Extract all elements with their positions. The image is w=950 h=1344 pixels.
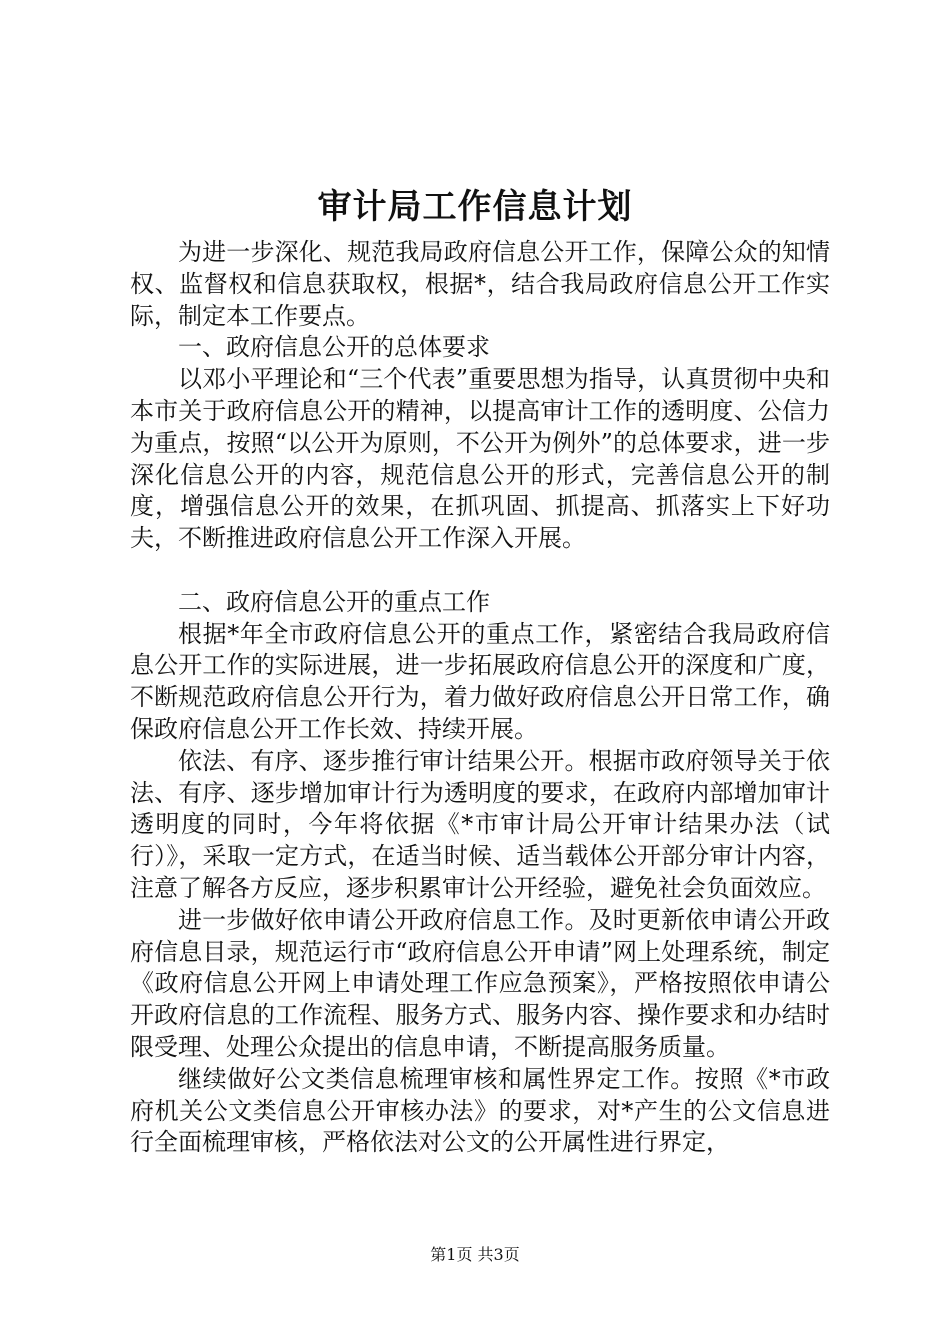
document-review-paragraph: 继续做好公文类信息梳理审核和属性界定工作。按照《*市政府机关公文类信息公开审核办法》的要求，对*产生的公文信息进行全面梳理审核，严格依法对公文的公开属性进行界定， bbox=[130, 1064, 830, 1157]
audit-results-paragraph: 依法、有序、逐步推行审计结果公开。根据市政府领导关于依法、有序、逐步增加审计行为透明度的要求，在政府内部增加审计透明度的同时，今年将依据《*市审计局公开审计结果办法（试行）》，采取一定方式，在适当时候、适当载体公开部分审计内容，注意了解各方反应，逐步积累审计公开经验，避免社会负面效应。 bbox=[130, 746, 830, 902]
key-work-paragraph: 根据*年全市政府信息公开的重点工作，紧密结合我局政府信息公开工作的实际进展，进一步拓展政府信息公开的深度和广度，不断规范政府信息公开行为，着力做好政府信息公开日常工作，确保政府信息公开工作长效、持续开展。 bbox=[130, 619, 830, 743]
document-body bbox=[130, 237, 830, 1159]
document-title: 审计局工作信息计划 bbox=[317, 187, 633, 227]
general-requirements-paragraph: 以邓小平理论和“三个代表”重要思想为指导，认真贯彻中央和本市关于政府信息公开的精神，以提高审计工作的透明度、公信力为重点，按照“以公开为原则，不公开为例外”的总体要求，进一步深化信息公开的内容，规范信息公开的形式，完善信息公开的制度，增强信息公开的效果，在抓巩固、抓提高、抓落实上下好功夫，不断推进政府信息公开工作深入开展。 bbox=[130, 365, 830, 553]
section-heading-key-work: 二、政府信息公开的重点工作 bbox=[178, 587, 490, 616]
blank-line bbox=[130, 555, 830, 587]
intro-paragraph: 为进一步深化、规范我局政府信息公开工作，保障公众的知情权、监督权和信息获取权，根据*，结合我局政府信息公开工作实际，制定本工作要点。 bbox=[130, 238, 830, 330]
application-disclosure-paragraph: 进一步做好依申请公开政府信息工作。及时更新依申请公开政府信息目录，规范运行市“政府信息公开申请”网上处理系统，制定《政府信息公开网上申请处理工作应急预案》，严格按照依申请公开政府信息的工作流程、服务方式、服务内容、操作要求和办结时限受理、处理公众提出的信息申请，不断提高服务质量。 bbox=[130, 905, 830, 1061]
section-heading-general-requirements: 一、政府信息公开的总体要求 bbox=[178, 333, 490, 362]
page-footer: 第1页 共3页 bbox=[430, 1245, 520, 1264]
